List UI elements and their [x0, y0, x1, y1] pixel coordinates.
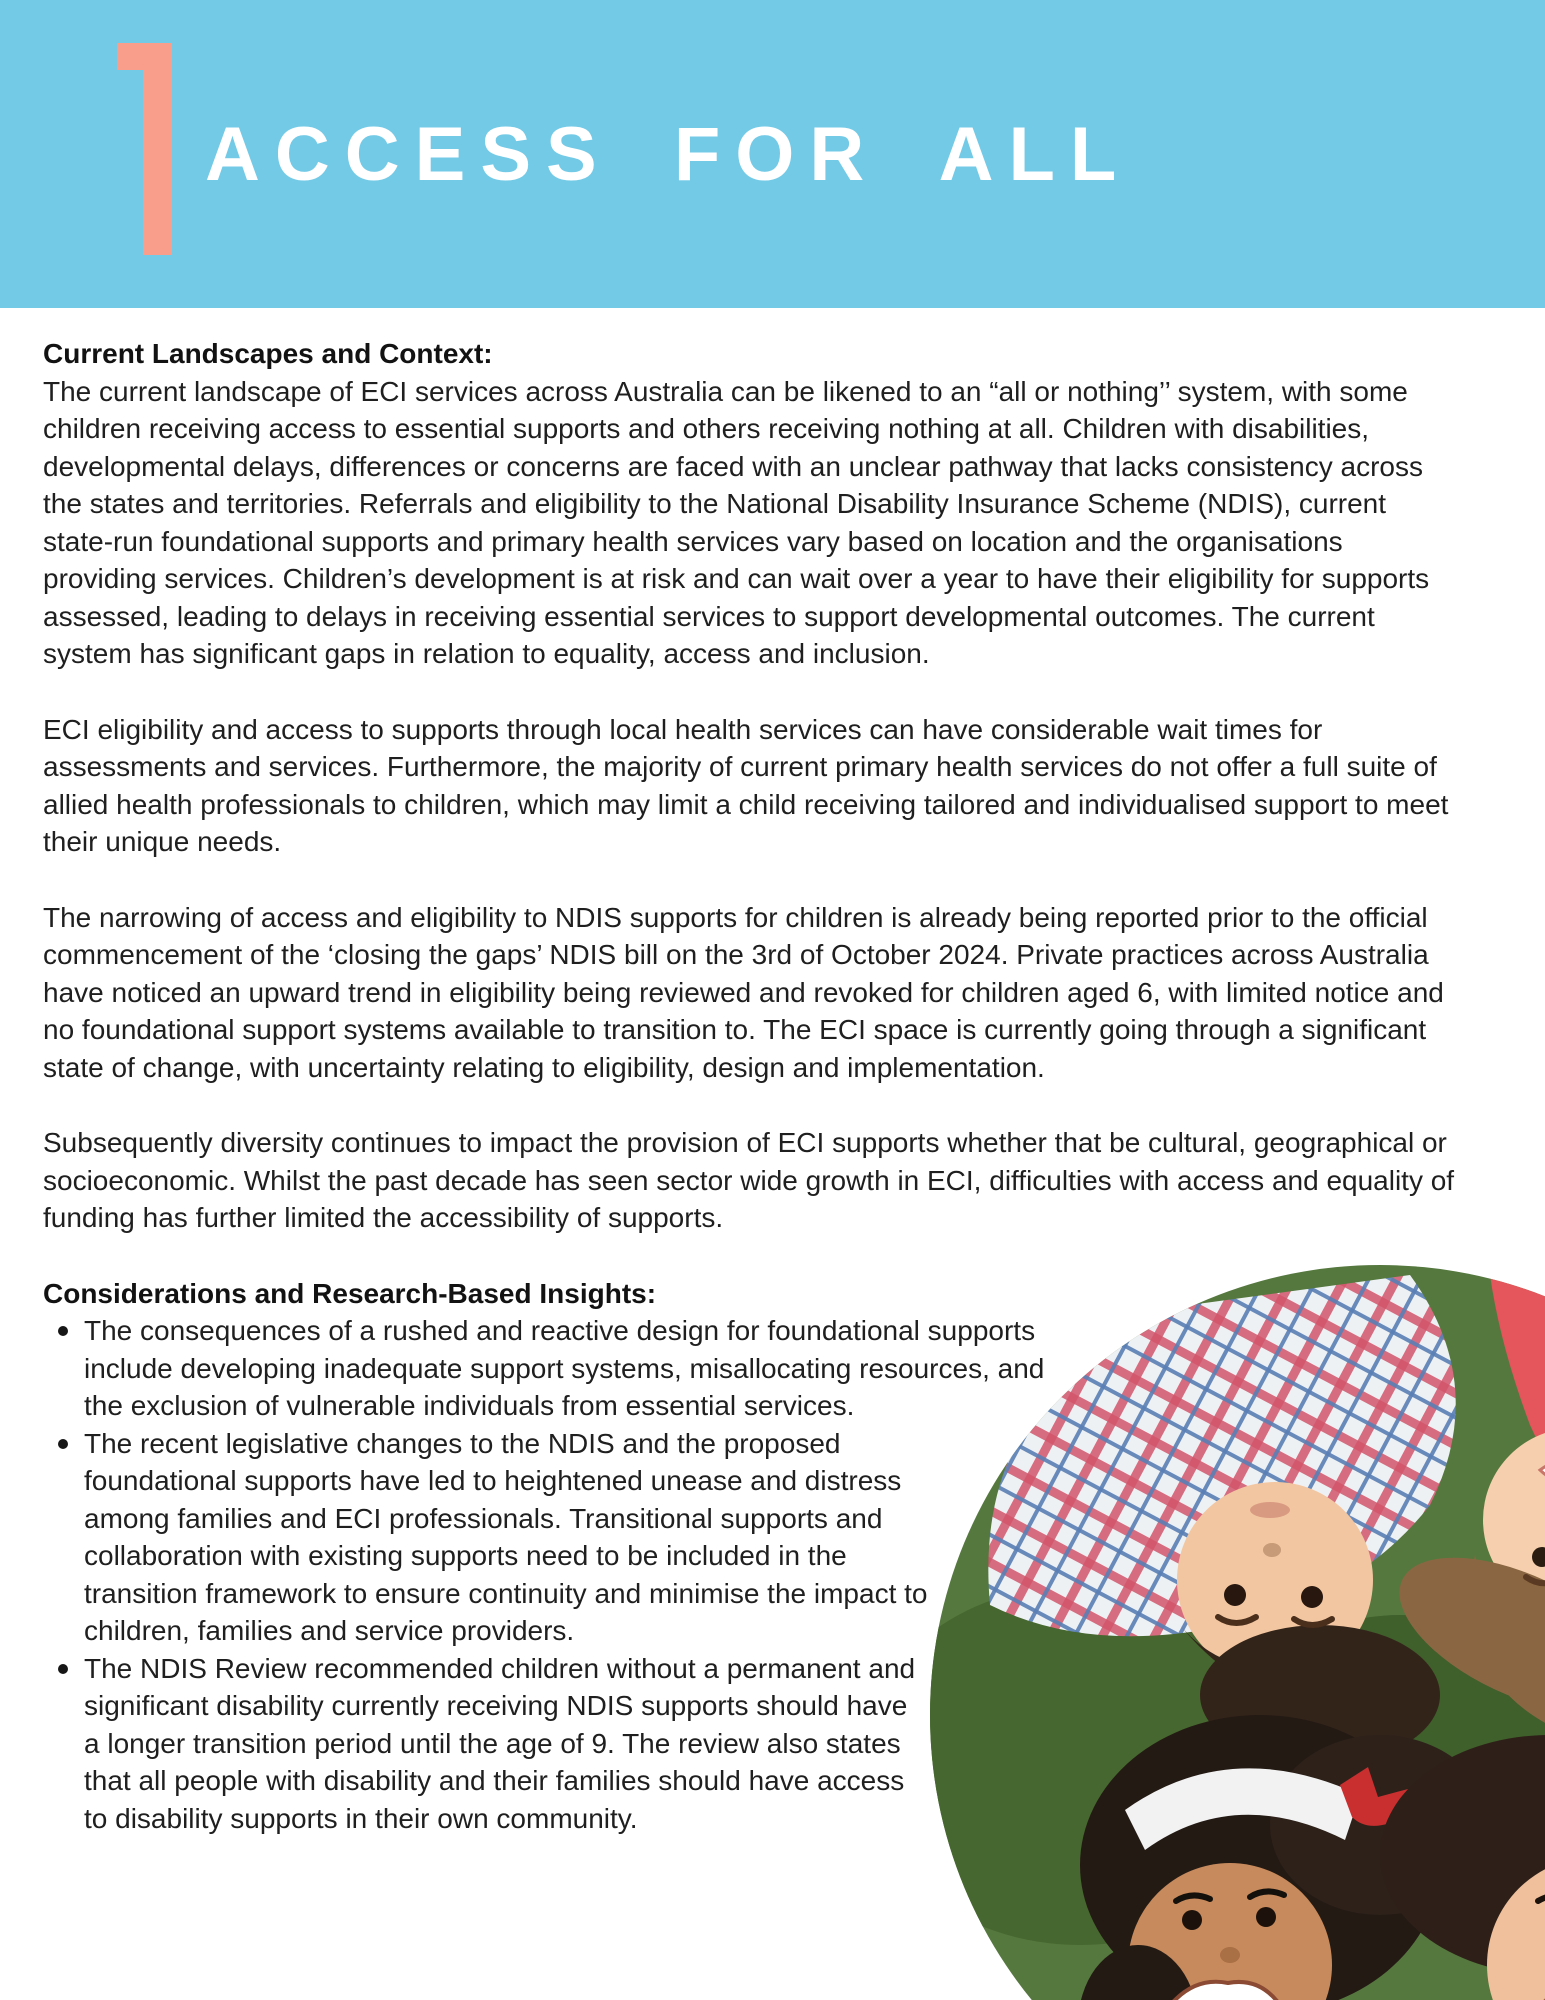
page-header-banner — [0, 0, 1545, 308]
section-heading-current-landscapes: Current Landscapes and Context: — [43, 338, 493, 369]
paragraph-landscape-overview: The current landscape of ECI services across Australia can be likened to an “all or nothing’’ system, with some children receiving access to essential supports and others receiving nothing at all. Children with disabilities, developmental delays, differences or concerns are faced with an unclear pathway that lacks consistency across the states and territories. Referrals and eligibility to the National Disability Insurance Scheme (NDIS), current state-run foundational supports and primary health services vary based on location and the organisations providing services. Children’s development is at risk and can wait over a year to have their eligibility for supports assessed, leading to delays in receiving essential services to support developmental outcomes. The current system has significant gaps in relation to equality, access and inclusion. — [43, 375, 1430, 669]
paragraph-ndis-narrowing: The narrowing of access and eligibility to NDIS supports for children is already being reported prior to the official commencement of the ‘closing the gaps’ NDIS bill on the 3rd of October 2024. Private practices across Australia have noticed an upward trend in eligibility being reviewed and revoked for children aged 6, with limited notice and no foundational support systems available to transition to. The ECI space is currently going through a significant state of change, with uncertainty relating to eligibility, design and implementation. — [43, 901, 1444, 1083]
bullet-item-foundational-design — [43, 1312, 1460, 1425]
paragraph-eligibility-wait-times: ECI eligibility and access to supports through local health services can have considerable wait times for assessments and services. Furthermore, the majority of current primary health services do not offer a full suite of allied health professionals to children, which may limit a child receiving tailored and individualised support to meet their unique needs. — [43, 713, 1449, 857]
page-title: ACCESS FOR ALL — [205, 111, 1132, 197]
paragraph-diversity-impact: Subsequently diversity continues to impact the provision of ECI supports whether that be cultural, geographical or socioeconomic. Whilst the past decade has seen sector wide growth in ECI, difficulties with access and equality of funding has further limited the accessibility of supports. — [43, 1127, 1455, 1233]
bullet-item-legislative-changes — [43, 1425, 1460, 1650]
bullet-text: The consequences of a rushed and reactive design for foundational supports include developing inadequate support systems, misallocating resources, and the exclusion of vulnerable individuals from essential services. — [84, 1315, 1045, 1421]
bullet-text: The NDIS Review recommended children without a permanent and significant disability currently receiving NDIS supports should have a longer transition period until the age of 9. The review also states that all people with disability and their families should have access to disability supports in their own community. — [84, 1652, 916, 1834]
page-body — [0, 308, 1545, 1837]
bullet-dot — [58, 1664, 68, 1674]
insights-bullet-list — [43, 1312, 1460, 1837]
bullet-item-ndis-review — [43, 1650, 1460, 1838]
bullet-dot — [58, 1326, 68, 1336]
section-heading-considerations: Considerations and Research-Based Insights: — [43, 1277, 657, 1309]
bullet-text: The recent legislative changes to the NDIS and the proposed foundational supports have led to heightened unease and distress among families and ECI professionals. Transitional supports and collaboration with existing supports need to be included in the transition framework to ensure continuity and minimise the impact to children, families and service providers. — [84, 1427, 928, 1646]
bullet-dot — [58, 1439, 68, 1449]
